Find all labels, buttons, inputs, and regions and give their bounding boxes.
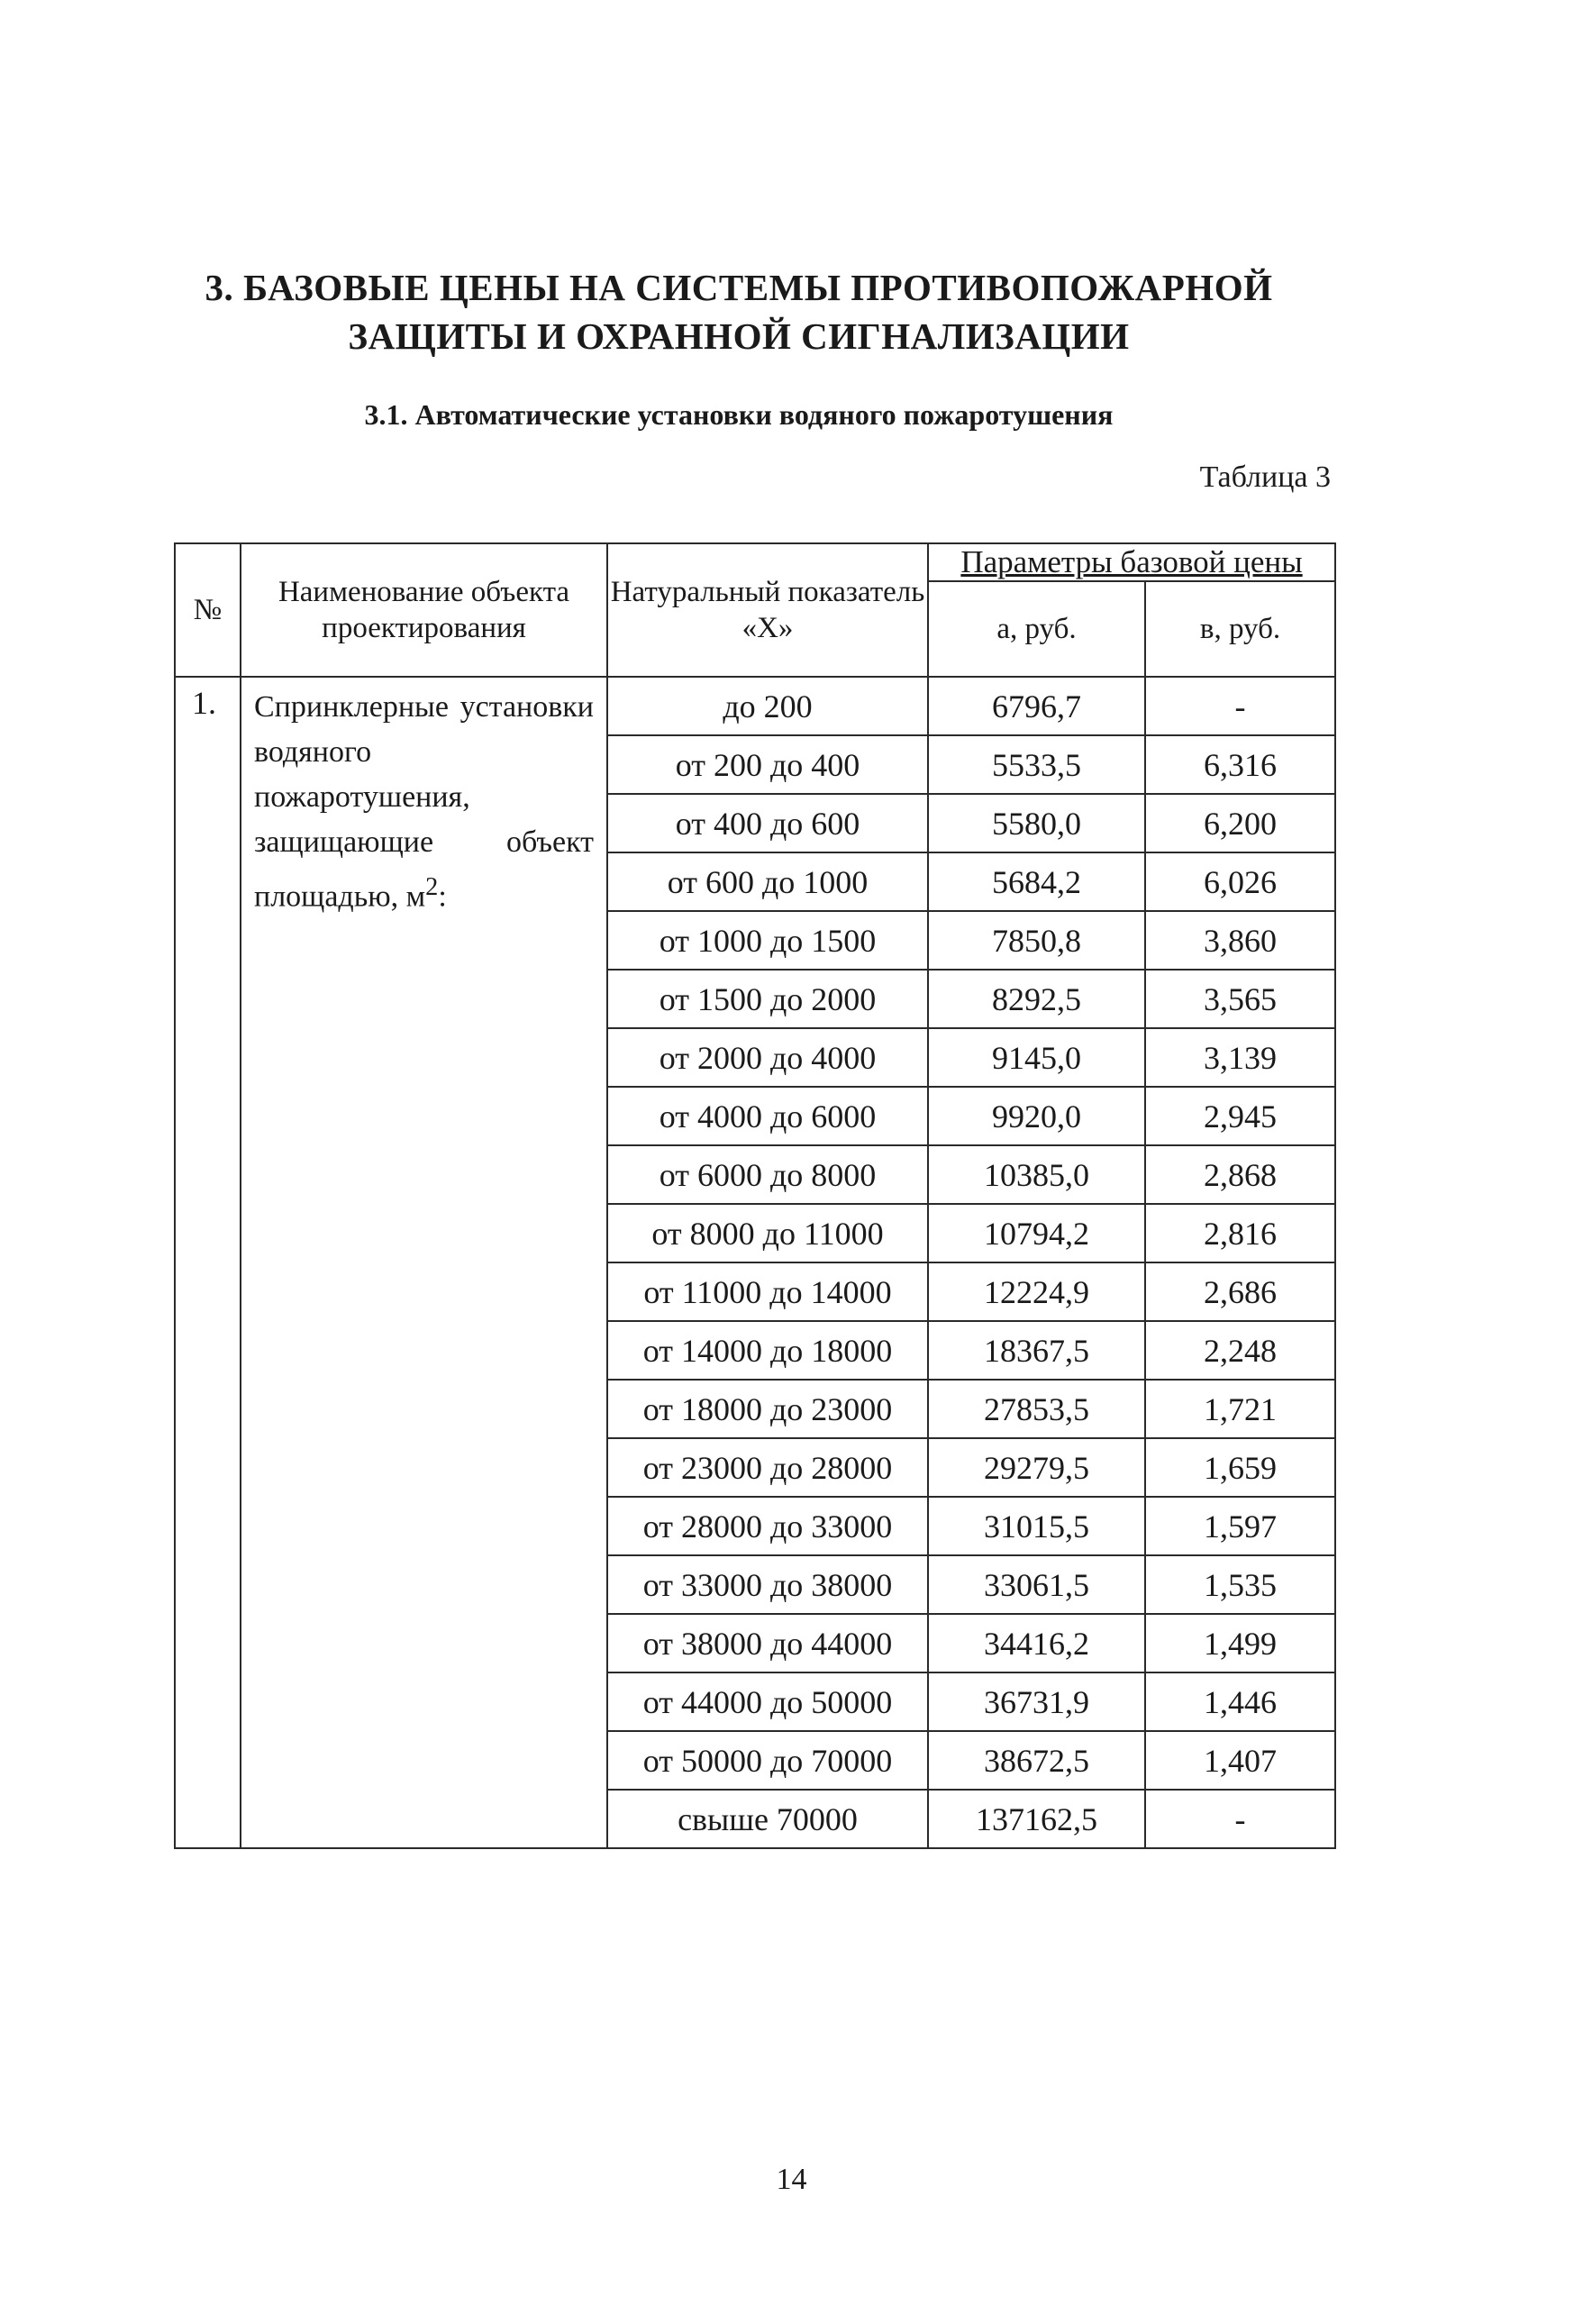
table-body [175,677,1335,1848]
cell-a: 27853,5 [928,1380,1145,1438]
item-number: 1. [175,677,241,1848]
item-name [241,677,607,1848]
header-row [175,543,1335,581]
cell-b: 1,407 [1145,1731,1335,1790]
cell-a: 10385,0 [928,1145,1145,1204]
cell-a: 6796,7 [928,677,1145,735]
cell-a: 9145,0 [928,1028,1145,1087]
cell-b: 6,316 [1145,735,1335,794]
cell-x: от 14000 до 18000 [607,1321,928,1380]
cell-b: 3,139 [1145,1028,1335,1087]
cell-a: 5684,2 [928,852,1145,911]
header-b: в, руб. [1145,581,1335,677]
cell-x: от 28000 до 33000 [607,1497,928,1555]
cell-b: 1,535 [1145,1555,1335,1614]
cell-a: 29279,5 [928,1438,1145,1497]
cell-b: 6,026 [1145,852,1335,911]
item-name-unit-sup: 2 [425,873,439,901]
cell-b: - [1145,677,1335,735]
cell-x: от 23000 до 28000 [607,1438,928,1497]
cell-x: от 200 до 400 [607,735,928,794]
cell-a: 33061,5 [928,1555,1145,1614]
cell-b: 2,686 [1145,1262,1335,1321]
cell-x: от 4000 до 6000 [607,1087,928,1145]
cell-b: 2,816 [1145,1204,1335,1262]
cell-x: от 1000 до 1500 [607,911,928,970]
cell-a: 31015,5 [928,1497,1145,1555]
subsection-title: 3.1. Автоматические установки водяного пожаротушения [364,398,1114,431]
cell-a: 7850,8 [928,911,1145,970]
cell-b: 6,200 [1145,794,1335,852]
cell-x: от 11000 до 14000 [607,1262,928,1321]
cell-x: от 600 до 1000 [607,852,928,911]
cell-a: 38672,5 [928,1731,1145,1790]
cell-x: от 33000 до 38000 [607,1555,928,1614]
cell-x: от 8000 до 11000 [607,1204,928,1262]
table-label: Таблица 3 [1199,460,1331,494]
cell-b: 3,565 [1145,970,1335,1028]
cell-x: от 400 до 600 [607,794,928,852]
table-row [175,677,1335,735]
header-num: № [175,543,241,677]
cell-b: 2,248 [1145,1321,1335,1380]
cell-x: от 1500 до 2000 [607,970,928,1028]
cell-b: - [1145,1790,1335,1848]
cell-x: свыше 70000 [607,1790,928,1848]
cell-x: от 38000 до 44000 [607,1614,928,1672]
section-title-line-1: 3. БАЗОВЫЕ ЦЕНЫ НА СИСТЕМЫ ПРОТИВОПОЖАРНОЙ [205,267,1273,308]
cell-a: 9920,0 [928,1087,1145,1145]
header-indicator: Натуральный показатель «Х» [607,543,928,677]
cell-x: от 6000 до 8000 [607,1145,928,1204]
cell-x: от 50000 до 70000 [607,1731,928,1790]
cell-a: 137162,5 [928,1790,1145,1848]
cell-a: 18367,5 [928,1321,1145,1380]
cell-a: 5533,5 [928,735,1145,794]
cell-a: 34416,2 [928,1614,1145,1672]
cell-a: 12224,9 [928,1262,1145,1321]
section-title [171,263,1306,360]
item-name-text: Спринклерные установки водяного пожаротушения, защищающие объект площадью, м [254,690,594,914]
cell-b: 1,659 [1145,1438,1335,1497]
cell-x: от 18000 до 23000 [607,1380,928,1438]
cell-b: 2,945 [1145,1087,1335,1145]
cell-b: 1,597 [1145,1497,1335,1555]
cell-a: 36731,9 [928,1672,1145,1731]
cell-b: 1,499 [1145,1614,1335,1672]
price-table [174,542,1336,1849]
cell-a: 5580,0 [928,794,1145,852]
cell-b: 1,721 [1145,1380,1335,1438]
cell-x: от 2000 до 4000 [607,1028,928,1087]
item-name-tail: : [438,879,447,914]
cell-x: до 200 [607,677,928,735]
header-price-params: Параметры базовой цены [928,543,1335,581]
cell-a: 8292,5 [928,970,1145,1028]
header-a: а, руб. [928,581,1145,677]
section-title-line-2: ЗАЩИТЫ И ОХРАННОЙ СИГНАЛИЗАЦИИ [348,315,1130,357]
cell-b: 2,868 [1145,1145,1335,1204]
cell-x: от 44000 до 50000 [607,1672,928,1731]
cell-a: 10794,2 [928,1204,1145,1262]
cell-b: 1,446 [1145,1672,1335,1731]
header-name: Наименование объекта проектирования [241,543,607,677]
page-number: 14 [776,2163,807,2196]
cell-b: 3,860 [1145,911,1335,970]
